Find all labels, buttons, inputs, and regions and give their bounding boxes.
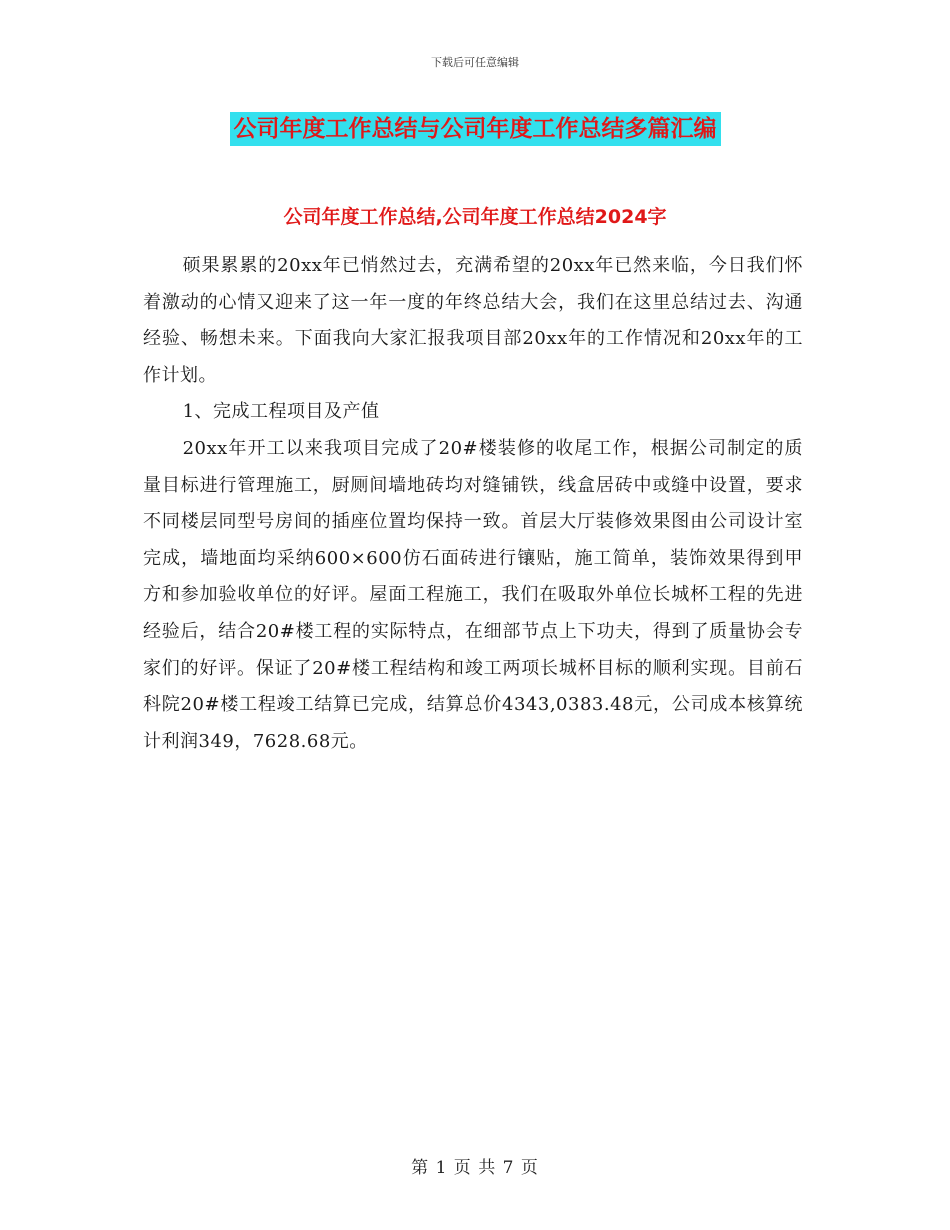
main-title: 公司年度工作总结与公司年度工作总结多篇汇编 xyxy=(230,112,721,146)
subtitle: 公司年度工作总结,公司年度工作总结2024字 xyxy=(283,206,667,228)
paragraph-project-details: 20xx年开工以来我项目完成了20#楼装修的收尾工作，根据公司制定的质量目标进行管理施工，厨厕间墙地砖均对缝铺铁，线盒居砖中或缝中设置，要求不同楼层同型号房间的插座位置均保持一致。首层大厅装修效果图由公司设计室完成，墙地面均采纳600×600仿石面砖进行镶贴，施工简单，装饰效果得到甲方和参加验收单位的好评。屋面工程施工，我们在吸取外单位长城杯工程的先进经验后，结合20#楼工程的实际特点，在细部节点上下功夫，得到了质量协会专家们的好评。保证了20#楼工程结构和竣工两项长城杯目标的顺利实现。目前石科院20#楼工程竣工结算已完成，结算总价4343,0383.48元，公司成本核算统计利润349，7628.68元。 xyxy=(143,437,803,752)
main-title-container xyxy=(0,112,950,146)
section-heading: 1、完成工程项目及产值 xyxy=(182,401,380,423)
page-footer-indicator: 第 1 页 共 7 页 xyxy=(411,1158,539,1178)
page-header-note: 下载后可任意编辑 xyxy=(431,56,519,69)
document-body xyxy=(143,248,803,760)
paragraph-intro: 硕果累累的20xx年已悄然过去，充满希望的20xx年已然来临，今日我们怀着激动的心情又迎来了这一年一度的年终总结大会，我们在这里总结过去、沟通经验、畅想未来。下面我向大家汇报我项目部20xx年的工作情况和20xx年的工作计划。 xyxy=(143,255,803,386)
